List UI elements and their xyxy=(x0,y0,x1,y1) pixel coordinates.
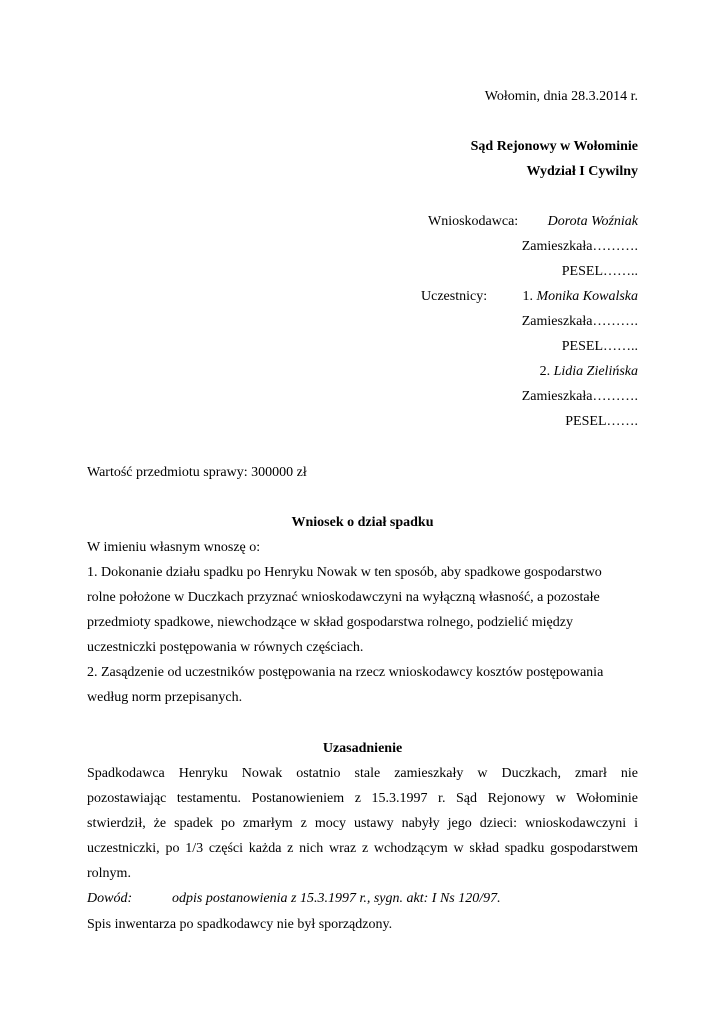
justification-line-2: pozostawiając testamentu. Postanowieniem z 15.3.1997 r. Sąd Rejonowy w Wołominie xyxy=(87,791,638,806)
evidence-text: odpis postanowienia z 15.3.1997 r., sygn. akt: I Ns 120/97. xyxy=(172,891,501,906)
applicant-pesel: PESEL…….. xyxy=(561,264,638,279)
participant-2-pesel: PESEL……. xyxy=(565,414,638,429)
motion-intro: W imieniu własnym wnoszę o: xyxy=(87,540,261,555)
court-division: Wydział I Cywilny xyxy=(526,164,638,179)
motion-point-2-line-2: według norm przepisanych. xyxy=(87,690,243,705)
participant-2-address: Zamieszkała………. xyxy=(521,389,638,404)
justification-line-3: stwierdził, że spadek po zmarłym z mocy ustawy nabyły jego dzieci: wnioskodawczyni i xyxy=(87,816,638,831)
evidence-label: Dowód: xyxy=(87,891,133,906)
motion-title: Wniosek o dział spadku xyxy=(291,515,434,530)
applicant-label: Wnioskodawca: xyxy=(428,214,519,229)
justification-line-5: rolnym. xyxy=(87,866,131,881)
participant-1-address: Zamieszkała………. xyxy=(521,314,638,329)
participants-label: Uczestnicy: xyxy=(421,289,488,304)
participant-1-name: Monika Kowalska xyxy=(536,289,638,304)
applicant-name: Dorota Woźniak xyxy=(547,214,638,229)
participant-2-number: 2. xyxy=(539,364,551,379)
motion-point-2-line-1: 2. Zasądzenie od uczestników postępowania na rzecz wnioskodawcy kosztów postępowania xyxy=(87,665,604,680)
participant-1-pesel: PESEL…….. xyxy=(561,339,638,354)
motion-point-1-line-3: przedmioty spadkowe, niewchodzące w skład gospodarstwa rolnego, podzielić między xyxy=(87,615,573,630)
participant-2-name: Lidia Zielińska xyxy=(553,364,638,379)
justification-line-1: Spadkodawca Henryku Nowak ostatnio stale zamieszkały w Duczkach, zmarł nie xyxy=(87,766,638,781)
case-value: Wartość przedmiotu sprawy: 300000 zł xyxy=(87,465,307,480)
court-name: Sąd Rejonowy w Wołominie xyxy=(470,139,638,154)
motion-point-1-line-2: rolne położone w Duczkach przyznać wnioskodawczyni na wyłączną własność, a pozostałe xyxy=(87,590,600,605)
place-date: Wołomin, dnia 28.3.2014 r. xyxy=(484,89,638,104)
inventory-note: Spis inwentarza po spadkodawcy nie był sporządzony. xyxy=(87,917,393,932)
motion-point-1-line-4: uczestniczki postępowania w równych częściach. xyxy=(87,640,364,655)
participant-1 xyxy=(523,288,639,306)
applicant-address: Zamieszkała………. xyxy=(521,239,638,254)
participant-1-number: 1. xyxy=(522,289,533,304)
justification-line-4: uczestniczki, po 1/3 części każda z nich wraz z wchodzącym w skład spadku gospodarstwem xyxy=(87,841,638,856)
justification-title: Uzasadnienie xyxy=(322,741,403,756)
participant-2 xyxy=(540,363,638,381)
motion-point-1-line-1: 1. Dokonanie działu spadku po Henryku Nowak w ten sposób, aby spadkowe gospodarstwo xyxy=(87,565,602,580)
